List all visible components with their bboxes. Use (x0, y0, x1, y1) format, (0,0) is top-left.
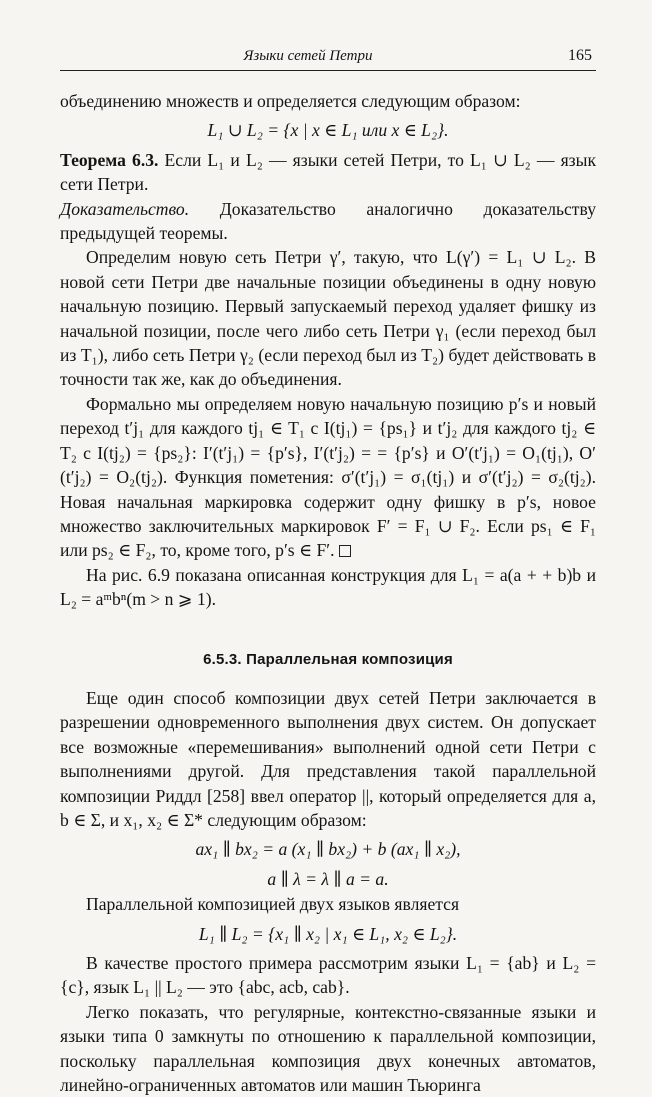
proof (60, 197, 596, 246)
paragraph-text: Формально мы определяем новую начальную позицию p′s и новый переход t′j₁ для каждого tj₁ ∈ T₁ с I(tj₁) = {ps₁} и t′j₂ для каждого tj₂ ∈ T₂ с I(tj₂) = {ps₂}: I′(t′j₁) = {p′s}, I′(t′j₂) = = {p′s} и O′(t′j₁) = O₁(tj₁), O′(t′j₂) = O₂(tj₂). Функция пометения: σ′(t′j₁) = σ₁(tj₁) и σ′(t′j₂) = σ₂(tj₂). Новая начальная маркировка содержит одну фишку в p′s, новое множество заключительных маркировок F′ = F₁ ∪ F₂. Если ps₁ ∈ F₁ или ps₂ ∈ F₂, то, кроме того, p′s ∈ F′. (60, 393, 596, 561)
paragraph: Параллельной композицией двух языков является (86, 894, 460, 915)
page-content (60, 89, 596, 1097)
formula-union: L₁ ∪ L₂ = {x | x ∈ L₁ или x ∈ L₂}. (207, 120, 449, 141)
page-header (60, 44, 596, 71)
theorem-text: Если L₁ и L₂ — языки сетей Петри, то L₁ ∪ L₂ — язык сети Петри. (60, 149, 596, 195)
paragraph: объединению множеств и определяется следующим образом: (60, 91, 521, 111)
qed-icon (339, 545, 351, 557)
theorem-label: Теорема 6.3. (60, 149, 159, 170)
page-number: 165 (568, 47, 592, 64)
formula-lambda: a ∥ λ = λ ∥ a = a. (267, 868, 389, 889)
paragraph: Еще один способ композиции двух сетей Петри заключается в разрешении одновременного выполнения двух систем. Он допускает все возможные «перемешивания» выполнений одной сети Петри с выполнениями другой. Для представления такой параллельной композиции Риддл [258] ввел оператор ||, который определяется для a, b ∈ Σ, и x₁, x₂ ∈ Σ* следующим образом: (60, 687, 596, 830)
theorem (60, 148, 596, 197)
section-title: 6.5.3. Параллельная композиция (203, 650, 453, 668)
paragraph: На рис. 6.9 показана описанная конструкция для L₁ = a(a + + b)b и L₂ = aᵐbⁿ(m > n ⩾ 1). (60, 564, 596, 610)
formula-shuffle-def: ax₁ ∥ bx₂ = a (x₁ ∥ bx₂) + b (ax₁ ∥ x₂), (195, 839, 461, 860)
paragraph: В качестве простого примера рассмотрим языки L₁ = {ab} и L₂ = {c}, язык L₁ || L₂ — это {abc, acb, cab}. (60, 953, 596, 998)
formula-parallel-languages: L₁ ∥ L₂ = {x₁ ∥ x₂ | x₁ ∈ L₁, x₂ ∈ L₂}. (198, 923, 458, 944)
proof-text: Доказательство аналогично доказательству предыдущей теоремы. (60, 198, 596, 244)
paragraph: Определим новую сеть Петри γ′, такую, что L(γ′) = L₁ ∪ L₂. В новой сети Петри две начальные позиции объединены в одну новую начальную позицию. Первый запускаемый переход удаляет фишку из начальной позиции, после чего либо сеть Петри γ₁ (если переход был из T₁), либо сеть Петри γ₂ (если переход был из T₂) будет действовать в точности так же, как до объединения. (60, 247, 596, 390)
book-page (60, 44, 596, 1097)
running-title: Языки сетей Петри (243, 48, 373, 64)
paragraph (60, 392, 596, 563)
proof-label: Доказательство. (60, 198, 190, 219)
paragraph: Легко показать, что регулярные, контекстно-связанные языки и языки типа 0 замкнуты по отношению к параллельной композиции, поскольку параллельная композиция двух конечных автоматов, линейно-ограниченных автоматов или машин Тьюринга (60, 1001, 596, 1096)
